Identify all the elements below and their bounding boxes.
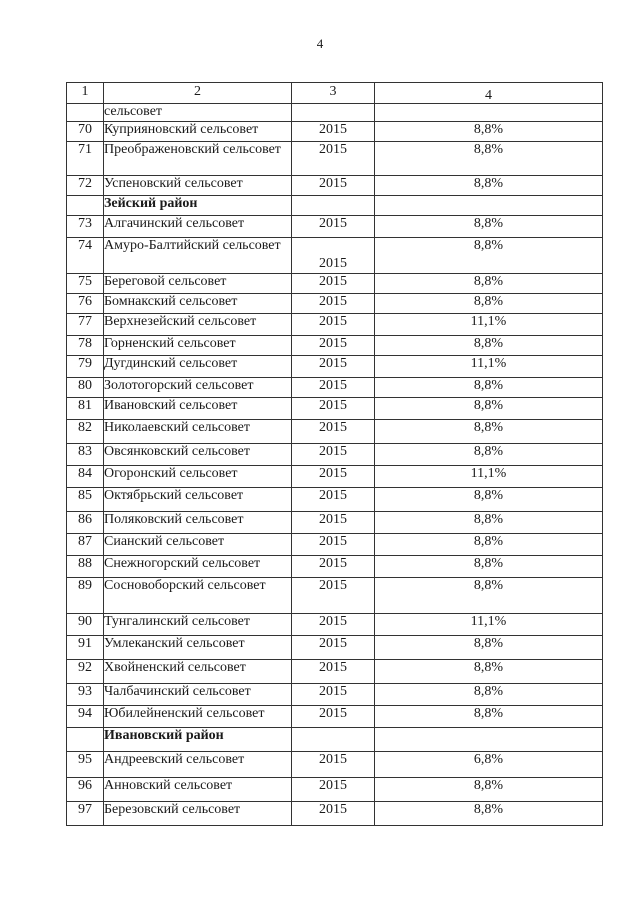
rate-cell: 8,8%	[375, 636, 603, 660]
table-row	[67, 356, 603, 378]
rate-cell: 8,8%	[375, 660, 603, 684]
year-cell: 2015	[292, 512, 375, 534]
year-cell: 2015	[292, 274, 375, 294]
table-row	[67, 488, 603, 512]
header-col-2: 2	[104, 83, 292, 104]
table-row	[67, 684, 603, 706]
settlement-name: сельсовет	[104, 104, 292, 122]
year-cell: 2015	[292, 778, 375, 802]
year-cell: 2015	[292, 238, 375, 274]
year-cell: 2015	[292, 398, 375, 420]
rate-cell: 8,8%	[375, 420, 603, 444]
rate-cell: 8,8%	[375, 488, 603, 512]
table-row	[67, 614, 603, 636]
year-cell: 2015	[292, 752, 375, 778]
header-col-1: 1	[67, 83, 104, 104]
rate-cell: 11,1%	[375, 314, 603, 336]
year-cell: 2015	[292, 578, 375, 614]
rate-cell: 8,8%	[375, 142, 603, 176]
table-body	[67, 83, 603, 826]
table-row	[67, 238, 603, 274]
settlement-name: Юбилейненский сельсовет	[104, 706, 292, 728]
row-number: 89	[67, 578, 104, 614]
rate-cell: 8,8%	[375, 444, 603, 466]
settlement-name: Дугдинский сельсовет	[104, 356, 292, 378]
year-cell: 2015	[292, 706, 375, 728]
district-row	[67, 196, 603, 216]
settlement-name: Амуро-Балтийский сельсовет	[104, 238, 292, 274]
table-row	[67, 466, 603, 488]
row-number: 91	[67, 636, 104, 660]
row-number: 94	[67, 706, 104, 728]
page-number: 4	[316, 36, 324, 51]
row-number: 97	[67, 802, 104, 826]
settlement-name: Анновский сельсовет	[104, 778, 292, 802]
year-cell	[292, 196, 375, 216]
table-row	[67, 176, 603, 196]
row-number: 79	[67, 356, 104, 378]
row-number	[67, 104, 104, 122]
year-cell: 2015	[292, 122, 375, 142]
settlement-name: Октябрьский сельсовет	[104, 488, 292, 512]
table-row	[67, 778, 603, 802]
year-cell: 2015	[292, 802, 375, 826]
rate-cell: 11,1%	[375, 614, 603, 636]
table-row	[67, 142, 603, 176]
rate-cell: 8,8%	[375, 238, 603, 274]
rate-cell: 8,8%	[375, 706, 603, 728]
rate-cell: 6,8%	[375, 752, 603, 778]
table-row	[67, 636, 603, 660]
table-row	[67, 660, 603, 684]
rate-cell: 8,8%	[375, 336, 603, 356]
year-cell: 2015	[292, 684, 375, 706]
settlement-name: Снежногорский сельсовет	[104, 556, 292, 578]
row-number: 78	[67, 336, 104, 356]
table-row	[67, 378, 603, 398]
settlement-name: Ивановский сельсовет	[104, 398, 292, 420]
row-number: 74	[67, 238, 104, 274]
table-row	[67, 314, 603, 336]
row-number: 84	[67, 466, 104, 488]
rate-cell: 8,8%	[375, 274, 603, 294]
year-cell: 2015	[292, 636, 375, 660]
rate-cell: 11,1%	[375, 466, 603, 488]
settlement-name: Сианский сельсовет	[104, 534, 292, 556]
year-cell: 2015	[292, 142, 375, 176]
settlement-name: Овсянковский сельсовет	[104, 444, 292, 466]
row-number: 96	[67, 778, 104, 802]
rate-cell: 8,8%	[375, 512, 603, 534]
row-number	[67, 196, 104, 216]
table-row	[67, 294, 603, 314]
row-number: 92	[67, 660, 104, 684]
rate-cell	[375, 196, 603, 216]
year-cell	[292, 104, 375, 122]
row-number: 72	[67, 176, 104, 196]
rate-cell: 8,8%	[375, 802, 603, 826]
table-row	[67, 512, 603, 534]
row-number: 86	[67, 512, 104, 534]
row-number: 85	[67, 488, 104, 512]
year-cell: 2015	[292, 614, 375, 636]
year-cell: 2015	[292, 176, 375, 196]
row-number: 73	[67, 216, 104, 238]
settlement-name: Преображеновский сельсовет	[104, 142, 292, 176]
rate-cell	[375, 104, 603, 122]
rate-cell: 11,1%	[375, 356, 603, 378]
year-cell: 2015	[292, 314, 375, 336]
table-row	[67, 802, 603, 826]
year-cell: 2015	[292, 444, 375, 466]
settlement-name: Чалбачинский сельсовет	[104, 684, 292, 706]
rate-cell: 8,8%	[375, 556, 603, 578]
year-cell: 2015	[292, 294, 375, 314]
table-row	[67, 216, 603, 238]
row-number: 80	[67, 378, 104, 398]
year-cell: 2015	[292, 466, 375, 488]
year-cell: 2015	[292, 534, 375, 556]
row-number: 76	[67, 294, 104, 314]
table-row	[67, 578, 603, 614]
settlement-name: Тунгалинский сельсовет	[104, 614, 292, 636]
rate-cell: 8,8%	[375, 216, 603, 238]
year-cell: 2015	[292, 356, 375, 378]
year-cell: 2015	[292, 216, 375, 238]
settlement-name: Поляковский сельсовет	[104, 512, 292, 534]
settlement-name: Бомнакский сельсовет	[104, 294, 292, 314]
rate-cell: 8,8%	[375, 122, 603, 142]
settlement-name: Верхнезейский сельсовет	[104, 314, 292, 336]
rate-cell: 8,8%	[375, 294, 603, 314]
year-cell: 2015	[292, 420, 375, 444]
settlement-name: Куприяновский сельсовет	[104, 122, 292, 142]
year-cell: 2015	[292, 336, 375, 356]
table-header-row	[67, 83, 603, 104]
row-number: 71	[67, 142, 104, 176]
settlement-name: Умлеканский сельсовет	[104, 636, 292, 660]
row-number: 81	[67, 398, 104, 420]
rate-cell: 8,8%	[375, 684, 603, 706]
table-row	[67, 706, 603, 728]
year-cell: 2015	[292, 378, 375, 398]
row-number: 93	[67, 684, 104, 706]
row-number: 87	[67, 534, 104, 556]
row-number: 77	[67, 314, 104, 336]
rate-cell: 8,8%	[375, 378, 603, 398]
row-number: 75	[67, 274, 104, 294]
header-col-3: 3	[292, 83, 375, 104]
table-row	[67, 398, 603, 420]
year-cell: 2015	[292, 488, 375, 512]
district-name: Зейский район	[104, 196, 292, 216]
year-cell: 2015	[292, 556, 375, 578]
settlement-name: Огоронский сельсовет	[104, 466, 292, 488]
table-row	[67, 122, 603, 142]
settlement-name: Золотогорский сельсовет	[104, 378, 292, 398]
settlement-name: Алгачинский сельсовет	[104, 216, 292, 238]
table-row	[67, 420, 603, 444]
settlement-name: Береговой сельсовет	[104, 274, 292, 294]
rate-cell: 8,8%	[375, 176, 603, 196]
year-cell: 2015	[292, 660, 375, 684]
year-cell	[292, 728, 375, 752]
rate-cell: 8,8%	[375, 534, 603, 556]
rate-cell: 8,8%	[375, 398, 603, 420]
rate-cell	[375, 728, 603, 752]
data-table	[66, 82, 603, 826]
rate-cell: 8,8%	[375, 578, 603, 614]
settlement-name: Николаевский сельсовет	[104, 420, 292, 444]
settlement-name: Сосновоборский сельсовет	[104, 578, 292, 614]
table-row	[67, 556, 603, 578]
settlement-name: Андреевский сельсовет	[104, 752, 292, 778]
row-number: 83	[67, 444, 104, 466]
district-row	[67, 728, 603, 752]
table-row	[67, 752, 603, 778]
row-number	[67, 728, 104, 752]
settlement-name: Хвойненский сельсовет	[104, 660, 292, 684]
row-number: 90	[67, 614, 104, 636]
district-name: Ивановский район	[104, 728, 292, 752]
row-number: 95	[67, 752, 104, 778]
row-number: 88	[67, 556, 104, 578]
table-row	[67, 444, 603, 466]
row-number: 70	[67, 122, 104, 142]
table-row	[67, 534, 603, 556]
settlement-name: Березовский сельсовет	[104, 802, 292, 826]
header-col-4: 4	[375, 83, 603, 104]
settlement-name: Горненский сельсовет	[104, 336, 292, 356]
table-row	[67, 274, 603, 294]
row-number: 82	[67, 420, 104, 444]
settlement-name: Успеновский сельсовет	[104, 176, 292, 196]
table-row	[67, 336, 603, 356]
table-row	[67, 104, 603, 122]
rate-cell: 8,8%	[375, 778, 603, 802]
